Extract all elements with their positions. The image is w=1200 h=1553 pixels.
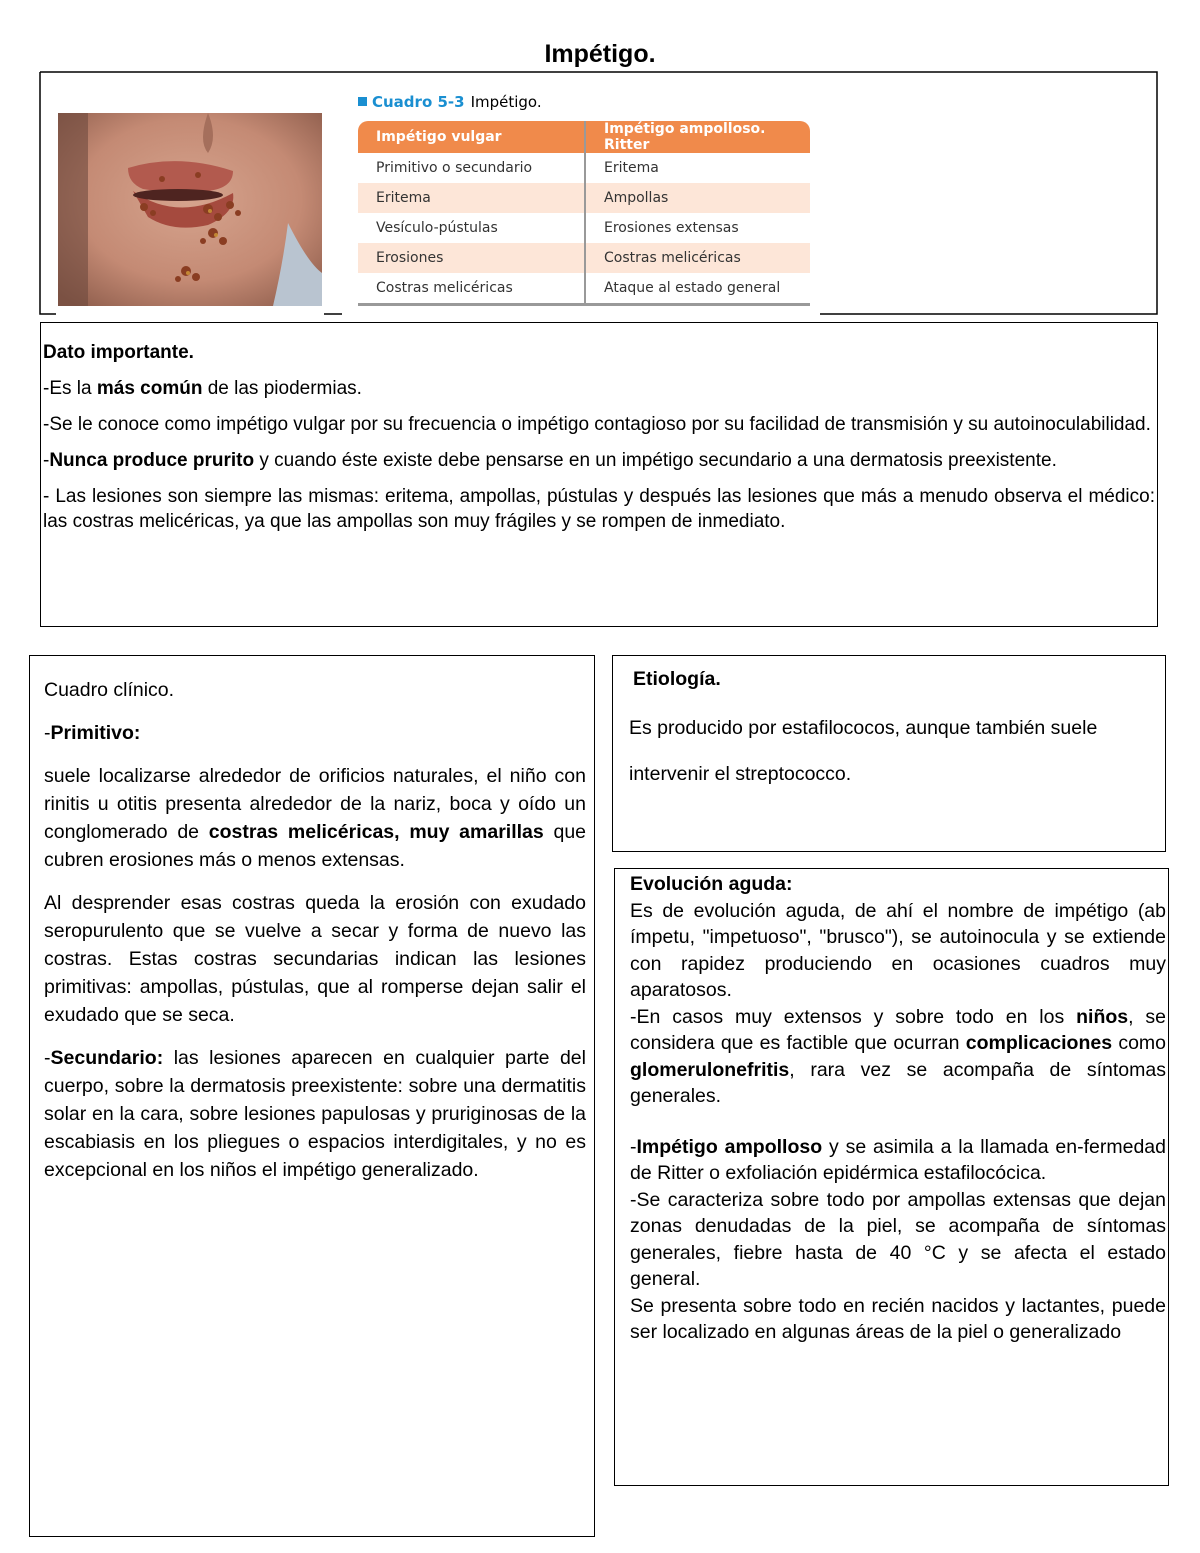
spacer [630, 1110, 1166, 1134]
evolucion-box [614, 868, 1169, 1486]
impetigo-table [358, 121, 810, 306]
table-row [358, 273, 810, 305]
table-caption-text: Impétigo. [470, 93, 542, 111]
clinico-paragraph: Al desprender esas costras queda la erosión con exudado seropurulento que se vuelve a secar y forma de nuevo las costras. Estas costras secundarias indican las lesiones primitivas: ampollas, pústulas, que al romperse dejan salir el exudado que se seca. [44, 892, 586, 1026]
dato-paragraph: -Nunca produce prurito y cuando éste existe debe pensarse en un impétigo secundario a una dermatosis preexistente. [43, 450, 1057, 471]
dato-paragraph: -Se le conoce como impétigo vulgar por su frecuencia o impétigo contagioso por su facilidad de transmisión y su autoinoculabilidad. [43, 414, 1151, 435]
evolucion-paragraph: Se presenta sobre todo en recién nacidos y lactantes, puede ser localizado en algunas áreas de la piel o generalizado [630, 1294, 1166, 1343]
evolucion-paragraph: -Impétigo ampolloso y se asimila a la llamada en-fermedad de Ritter o exfoliación epidérmica estafilocócica. [630, 1135, 1166, 1184]
table-cell: Erosiones extensas [604, 220, 739, 236]
column-header: Impétigo vulgar [358, 121, 585, 153]
dato-paragraph: -Es la más común de las piodermias. [43, 378, 362, 399]
table-number: Cuadro 5-3 [372, 93, 465, 111]
etiologia-text: Es producido por estafilococos, aunque también suele intervenir el streptococco. [629, 717, 1098, 785]
table-row [358, 243, 810, 273]
etiologia-heading: Etiología. [633, 668, 721, 690]
table-header-row [358, 121, 810, 153]
table-cell: Ampollas [585, 183, 810, 213]
clinico-paragraph: suele localizarse alrededor de orificios naturales, el niño con rinitis u otitis presenta alrededor de la nariz, boca y oído un conglomerado de costras melicéricas, muy amarillas que cubren erosiones más o menos extensas. [44, 765, 587, 871]
table-cell: Ataque al estado general [585, 273, 810, 305]
evolucion-paragraph: -Se caracteriza sobre todo por ampollas extensas que dejan zonas denudadas de la piel, se acompaña de síntomas generales, fiebre hasta de 40 °C y se afecta el estado general. [630, 1188, 1166, 1290]
dato-heading: Dato importante. [43, 342, 194, 363]
dato-importante-box [40, 322, 1158, 627]
clinico-paragraph: -Secundario: las lesiones aparecen en cualquier parte del cuerpo, sobre la dermatosis preexistente: sobre una dermatitis solar en la cara, sobre lesiones papulosas y pruriginosas de la escabiasis en los pliegues o espacios interdigitales, y no es excepcional en los niños el impétigo generalizado. [44, 1047, 586, 1181]
etiologia-box [612, 655, 1166, 852]
table-cell: Vesículo-pústulas [358, 213, 585, 243]
evolucion-paragraph: -En casos muy extensos y sobre todo en los niños, se considera que es factible que ocurran complicaciones como glomerulonefritis, rara vez se acompaña de síntomas generales. [630, 1005, 1166, 1107]
table-cell: Eritema [604, 160, 659, 176]
table-row [358, 153, 810, 183]
page-title: Impétigo. [544, 40, 656, 68]
column-header: Impétigo ampolloso. Ritter [585, 121, 810, 153]
dato-paragraph: - Las lesiones son siempre las mismas: eritema, ampollas, pústulas y después las lesiones que más a menudo observa el médico: las costras melicéricas, ya que las ampollas son muy frágiles y se rompen de inmediato. [43, 486, 1155, 532]
table-cell: Erosiones [358, 243, 585, 273]
table-row [358, 183, 810, 213]
table-cell: Costras melicéricas [585, 243, 810, 273]
primitivo-heading: -Primitivo: [44, 722, 141, 744]
table-caption [358, 93, 542, 111]
table-cell: Eritema [358, 183, 585, 213]
square-bullet-icon [358, 97, 367, 106]
table-cell: Primitivo o secundario [358, 153, 585, 183]
cuadro-clinico-box [29, 655, 595, 1537]
table-row [358, 213, 810, 243]
evolucion-heading: Evolución aguda: [630, 873, 793, 895]
evolucion-paragraph: Es de evolución aguda, de ahí el nombre de impétigo (ab ímpetu, "impetuoso", "brusco"), se autoinocula y se extiende con rapidez produciendo en ocasiones cuadros muy aparatosos. [630, 899, 1166, 1001]
table-cell: Costras melicéricas [358, 273, 585, 305]
clinico-heading: Cuadro clínico. [44, 679, 175, 701]
clinical-photo [58, 113, 322, 306]
